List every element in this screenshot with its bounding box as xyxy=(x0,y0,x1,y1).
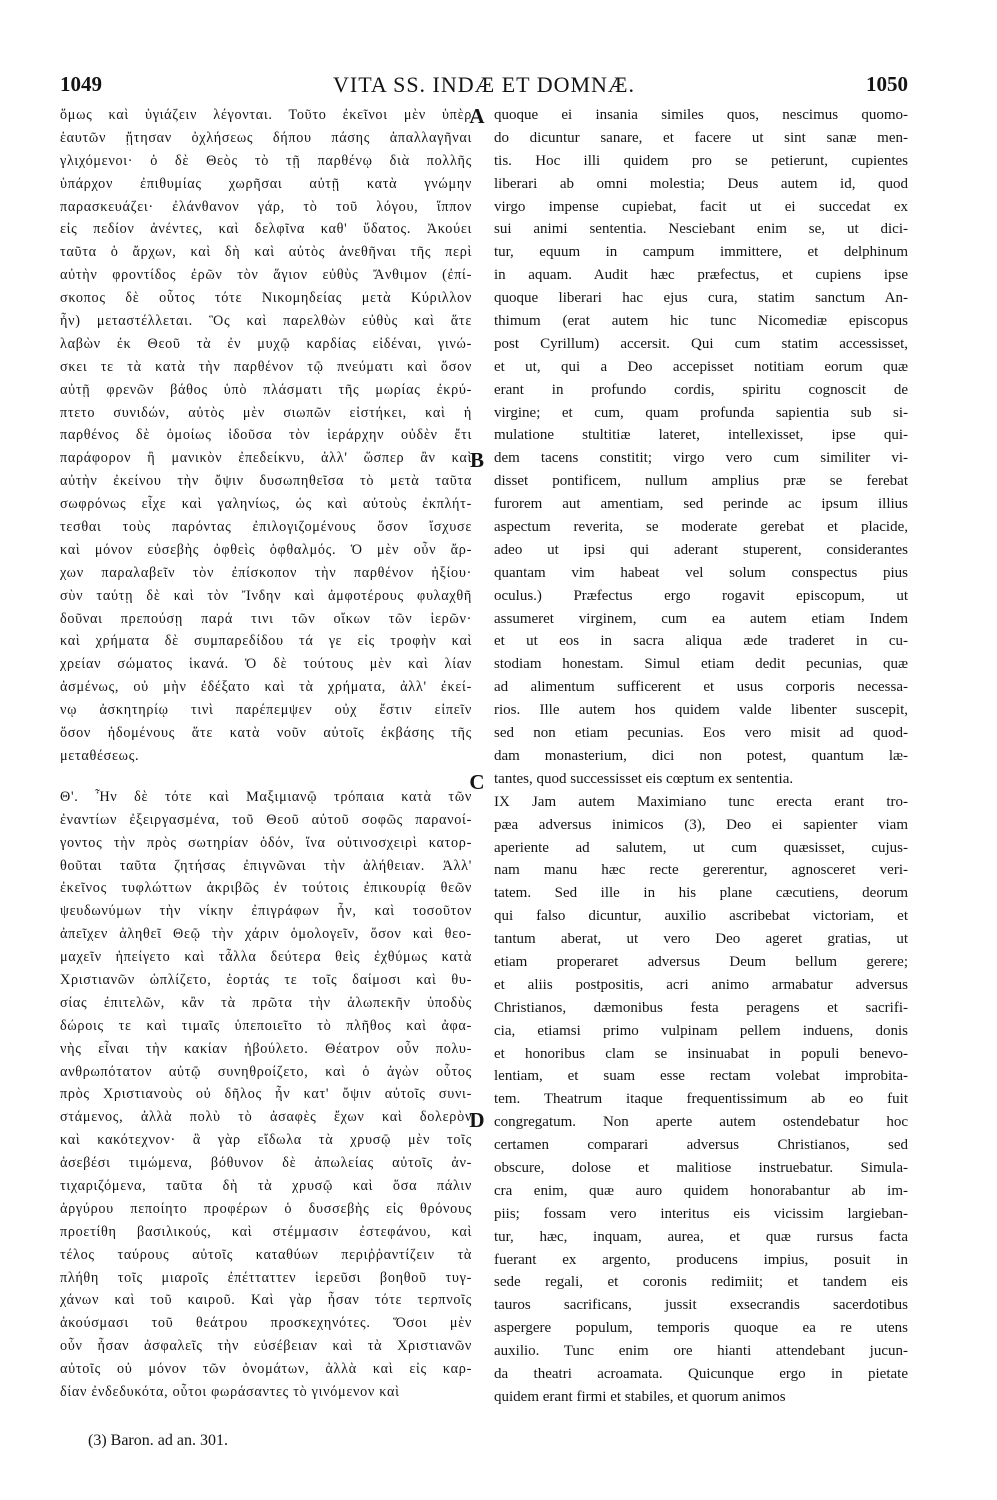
text-line: congregatum. Non aperte autem ostendebatur hoc xyxy=(494,1114,908,1131)
margin-marker-c: C xyxy=(469,770,485,794)
margin-marker-d: D xyxy=(469,1108,485,1132)
text-line: ἀσεβέσι τιμώμενα, βόθυνον δὲ ἀπωλείας αὐτοῖς ἀν- xyxy=(60,1155,472,1172)
text-line: assumeret virginem, cum ea autem etiam Indem xyxy=(494,610,908,627)
text-line: piis; fossam vero interitus eis vicissim largieban- xyxy=(494,1205,908,1222)
text-line: Χριστιανῶν ὡπλίζετο, ἑορτάς τε τοῖς δαίμοσι καὶ θυ- xyxy=(60,971,472,988)
text-line: ταῦτα ὁ ἄρχων, καὶ δὴ καὶ αὐτὸς ἀνεθῆναι τῆς περὶ xyxy=(60,244,472,261)
text-line: χρείαν σώματος ἱκανά. Ὁ δὲ τούτους μὲν καὶ λίαν xyxy=(60,656,472,673)
text-line: θοῦται ταῦτα ζητήσας ἐπιγνῶναι τὴν ἀλήθειαν. Ἀλλ' xyxy=(60,857,472,874)
text-line: dam monasterium, dici non potest, quantum læ- xyxy=(494,747,908,764)
text-line: ὅσον ἡδομένους ἅτε κατὰ νοῦν αὐτοῖς ἐκβάσης τῆς xyxy=(60,725,472,742)
text-line: et aliis postpositis, acri animo armabatur adversus xyxy=(494,976,908,993)
text-line: ἀσμένως, οὐ μὴν ἐδέξατο καὶ τὰ χρήματα, ἀλλ' ἐκεί- xyxy=(60,679,472,696)
text-line: stodiam honestam. Simul etiam dedit pecunias, quæ xyxy=(494,656,908,673)
text-line: tantes, quod successisset eis cœptum ex sententia. xyxy=(494,770,794,787)
text-line: καὶ κακότεχνον· ἃ γὰρ εἴδωλα τὰ χρυσῷ μὲν τοῖς xyxy=(60,1132,472,1149)
text-line: dem tacens constitit; virgo vero cum similiter vi- xyxy=(494,450,908,467)
text-line: ψευδωνύμων τὴν νίκην ἐπιγράφων ἦν, καὶ τοσοῦτον xyxy=(60,903,472,920)
text-line: καὶ χρήματα δὲ συμπαρεδίδου τά γε εἰς τροφὴν καὶ xyxy=(60,633,472,650)
text-line: τεσθαι τοὺς παρόντας ἐπιλογιζομένους ὅσον ἴσχυσε xyxy=(60,519,472,536)
text-line: δίαν ἐνδεδυκότα, οὗτοι φωράσαντες τὸ γινόμενον καὶ xyxy=(60,1383,400,1400)
paragraph-gap xyxy=(60,768,472,786)
text-line: rios. Ille autem hos quidem valde libenter suscepit, xyxy=(494,702,908,719)
text-line: disset pontificem, nullum amplius præ se ferebat xyxy=(494,473,908,490)
text-line: sed non etiam pecunias. Eos vero misit ad quod- xyxy=(494,725,908,742)
text-line: da theatri acroamata. Quicunque ergo in pietate xyxy=(494,1365,908,1382)
text-line: ἀπεῖχεν ἀληθεῖ Θεῷ τὴν χάριν ὁμολογεῖν, ὅσον καὶ θεο- xyxy=(60,926,472,943)
text-line: νῳ ἀσκητηρίῳ τινὶ παρέπεμψεν οὐχ ἔστιν εἰπεῖν xyxy=(60,702,472,719)
text-line: οὖν ἦσαν ἀσφαλεῖς τὴν εὐσέβειαν καὶ τὰ Χριστιανῶν xyxy=(60,1338,472,1355)
text-line: virgo impense cupiebat, facit ut ei succedat ex xyxy=(494,198,908,215)
text-line: μαχεῖν ἡπείγετο καὶ τἆλλα δεύτερα θεὶς ἐχθύμως κατὰ xyxy=(60,949,472,966)
text-line: cia, etiamsi primo vulpinam pellem induens, donis xyxy=(494,1022,908,1039)
text-line: IX Jam autem Maximiano tunc erecta erant tro- xyxy=(494,793,908,810)
text-line: mulatione stultitiæ lateret, intellexisset, ipse qui- xyxy=(494,427,908,444)
text-line: lentiam, et suam esse rectam volebat improbita- xyxy=(494,1068,908,1085)
text-line: virgine; et cum, quam profunda sapientia sub si- xyxy=(494,404,908,421)
text-line: et ut eos in sacra aliqua æde traderet in cu- xyxy=(494,633,908,650)
text-line: παρθένος δὲ ὁμοίως ἰδοῦσα τὸν ἱεράρχην οὐδὲν ἔτι xyxy=(60,427,472,444)
text-line: sui animi sententia. Nesciebant enim se, ut dici- xyxy=(494,221,908,238)
text-line: ἐναντίων ἐξειργασμένα, τοῦ Θεοῦ αὐτοῦ σοφῶς παρανοί- xyxy=(60,811,472,828)
latin-column xyxy=(494,104,908,1409)
text-line: σωφρόνως εἶχε καὶ γαληνίως, ὡς καὶ αὐτοὺς ἐκπλήτ- xyxy=(60,496,472,513)
margin-marker-b: B xyxy=(469,448,484,472)
text-line: obscure, dolose et malitiose instruebatur. Simula- xyxy=(494,1159,908,1176)
text-line: Christianos, dæmonibus festa peragens et sacrifi- xyxy=(494,999,908,1016)
text-line: γλιχόμενοι· ὁ δὲ Θεὸς τὸ τῇ παρθένῳ διὰ πολλῆς xyxy=(60,152,472,169)
text-line: παρασκευάζει· ἐλάνθανον γάρ, τὸ τοῦ λόγου, ἵππον xyxy=(60,198,472,215)
text-line: auxilio. Tunc enim ore hianti attendebant jucun- xyxy=(494,1343,908,1360)
text-line: προετίθη βασιλικούς, καὶ στέμμασιν ἐστεφάνου, καὶ xyxy=(60,1223,472,1240)
text-line: oculus.) Præfectus ergo rogavit episcopum, ut xyxy=(494,587,908,604)
text-line: et ut, qui a Deo accepisset notitiam eorum quæ xyxy=(494,358,908,375)
text-line: ἀκούσμασι τοῦ θεάτρου προσκεχηνότες. Ὅσοι μὲν xyxy=(60,1315,472,1332)
text-line: ad alimentum sufficerent et usus corporis necessa- xyxy=(494,679,908,696)
text-line: καὶ μόνον εὐσεβὴς ὀφθεὶς ὀφθαλμός. Ὁ μὲν οὖν ἄρ- xyxy=(60,541,472,558)
text-line: αὐτῇ φρενῶν βάθος ὑπὸ πλάσματι τῆς μωρίας ἐκρύ- xyxy=(60,381,472,398)
text-line: quoque liberari hac ejus cura, statim sanctum An- xyxy=(494,290,908,307)
text-line: pæa adversus inimicos (3), Deo ei sapienter viam xyxy=(494,816,908,833)
text-line: ανθρωπότατον αὐτῷ συνηθροίζετο, καὶ ὁ ἀγὼν οὗτος xyxy=(60,1063,472,1080)
text-line: ἦν) μεταστέλλεται. Ὃς καὶ παρελθὼν εὐθὺς καὶ ἅτε xyxy=(60,313,472,330)
text-line: tantum aberat, ut vero Deo ageret gratias, ut xyxy=(494,931,908,948)
text-line: δοῦναι πρεπούσῃ παρά τινι τῶν οἴκων τῶν ἱερῶν· xyxy=(60,610,472,627)
page-number-left: 1049 xyxy=(60,72,102,96)
margin-marker-a: A xyxy=(469,104,485,128)
text-line: etiam properaret adversus Deum bellum gerere; xyxy=(494,953,908,970)
text-line: λαβὼν ἐκ Θεοῦ τὰ ἐν μυχῷ καρδίας εἰδέναι, γινώ- xyxy=(60,335,472,352)
text-line: aspergere populum, temporis quoque ea re utens xyxy=(494,1320,908,1337)
text-line: nam manu hæc recte gererentur, agnosceret veri- xyxy=(494,862,908,879)
text-line: χάνων καὶ τοῦ καιροῦ. Καὶ γὰρ ἦσαν τότε τερπνοῖς xyxy=(60,1292,472,1309)
text-line: aspectum reverita, se moderate gerebat et placide, xyxy=(494,519,908,536)
text-line: tem. Theatrum itaque frequentissimum ab eo fuit xyxy=(494,1091,908,1108)
text-line: τιχαριζόμενα, ταῦτα δὴ τὰ χρυσῷ καὶ ὅσα πάλιν xyxy=(60,1177,472,1194)
text-line: πρὸς Χριστιανοὺς οὐ δῆλος ἦν κατ' ὄψιν αὐτοῖς συνι- xyxy=(60,1086,472,1103)
text-line: thimum (erat autem hic tunc Nicomediæ episcopus xyxy=(494,313,908,330)
text-line: aperiente ad salutem, ut cum quæsisset, cujus- xyxy=(494,839,908,856)
text-line: χων παραλαβεῖν τὸν ἐπίσκοπον τὴν παρθένον ἠξίου· xyxy=(60,564,472,581)
text-line: ἀργύρου πεποίητο προφέρων ὁ δυσσεβὴς εἰς θρόνους xyxy=(60,1200,472,1217)
text-line: qui falso dicuntur, auxilio ascribebat victoriam, et xyxy=(494,908,908,925)
text-line: τέλος ταύρους αὐτοῖς καταθύων περιῤῥαντίζειν τὰ xyxy=(60,1246,472,1263)
text-line: tis. Hoc illi quidem pro se petierunt, cupientes xyxy=(494,152,908,169)
text-line: quoque ei insania similes quos, nescimus quomo- xyxy=(494,107,908,123)
text-line: quidem erant firmi et stabiles, et quorum animos xyxy=(494,1388,786,1405)
text-line: ἐκεῖνος τυφλώττων ἀκριβῶς ἐν τούτοις ἐπικουρίᾳ θεῶν xyxy=(60,880,472,897)
text-line: furorem aut amentiam, sed perinde ac ipsum illius xyxy=(494,496,908,513)
text-line: πλήθη τοῖς μιαροῖς ἐπέτταττεν ἱερεῦσι βοηθοῦ τυγ- xyxy=(60,1269,472,1286)
text-line: πτετο συνιδών, αὐτὸς μὲν σιωπῶν εἱστήκει, καὶ ἡ xyxy=(60,404,472,421)
text-line: σὺν ταύτῃ δὲ καὶ τὸν Ἴνδην καὶ ἀμφοτέρους φυλαχθῆ xyxy=(60,587,472,604)
text-line: σκει τε τὰ κατὰ τὴν παρθένον τῷ πνεύματι καὶ ὅσον xyxy=(60,358,472,375)
page-number-right: 1050 xyxy=(866,72,908,96)
text-line: ἑαυτῶν ᾔτησαν ὀχλήσεως δήπου πάσης ἀπαλλαγῆναι xyxy=(60,129,472,146)
text-line: γοντος τὴν πρὸς σωτηρίαν ὁδόν, ἵνα οὑτινοσχειρὶ κατορ- xyxy=(60,834,472,851)
text-line: εἰς πεδίον ἀνέντες, καὶ δελφῖνα καθ' ὕδατος. Ἀκούει xyxy=(60,221,472,238)
text-line: σκοπος δὲ οὗτος τότε Νικομηδείας μετὰ Κύριλλον xyxy=(60,290,472,307)
text-line: αὐτὴν φροντίδος ἐρῶν τὸν ἅγιον εὐθὺς Ἄνθιμον (ἐπί- xyxy=(60,267,472,284)
text-line: Θ'. Ἦν δὲ τότε καὶ Μαξιμιανῷ τρόπαια κατὰ τῶν xyxy=(60,788,472,805)
footnote: (3) Baron. ad an. 301. xyxy=(88,1432,228,1449)
text-line: αὐτοῖς οὐ μόνον τῶν ὀνομάτων, ἀλλὰ καὶ εἰς καρ- xyxy=(60,1361,472,1378)
text-line: tur, equum in campum immittere, et delphinum xyxy=(494,244,908,261)
text-line: in aquam. Audit hæc præfectus, et cupiens ipse xyxy=(494,267,908,284)
running-title: VITA SS. INDÆ ET DOMNÆ. xyxy=(333,72,635,97)
text-line: do dicuntur sanare, et facere ut sint sanæ men- xyxy=(494,129,908,146)
text-line: tatem. Sed ille in his plane cæcutiens, deorum xyxy=(494,885,908,902)
text-line: sede regali, et coronis redimiit; et tandem eis xyxy=(494,1274,908,1291)
running-header xyxy=(60,72,908,102)
text-line: ὅμως καὶ ὑγιάζειν λέγονται. Τοῦτο ἐκεῖνοι μὲν ὑπὲρ xyxy=(60,107,472,123)
text-line: cra enim, quæ auro quidem honorabantur ab im- xyxy=(494,1182,908,1199)
text-line: παράφορον ἢ μανικὸν ἐπεδείκνυ, ἀλλ' ὥσπερ ἂν καὶ xyxy=(60,450,472,467)
text-line: tur, hæc, inquam, aurea, et quæ rursus facta xyxy=(494,1228,908,1245)
text-line: ὑπάρχον ἐπιθυμίας χωρῆσαι αὐτῇ κατὰ γνώμην xyxy=(60,175,472,192)
text-line: tauros sacrificans, jussit exsecrandis sacerdotibus xyxy=(494,1297,908,1314)
text-line: σίας ἐπιτελῶν, κἂν τὰ πρῶτα τὴν ἀλωπεκῆν ὑποδὺς xyxy=(60,994,472,1011)
text-line: fuerant ex argento, producens impius, posuit in xyxy=(494,1251,908,1268)
text-line: στάμενος, ἀλλὰ πολὺ τὸ ἀσαφὲς ἔχων καὶ δολερὸν xyxy=(60,1109,472,1126)
text-line: liberari ab omni molestia; Deus autem id, quod xyxy=(494,175,908,192)
text-line: δώροις τε καὶ τιμαῖς ὑπεποιεῖτο τὸ πλῆθος καὶ ἀφα- xyxy=(60,1017,472,1034)
text-line: quantam vim habeat vel solum conspectus pius xyxy=(494,564,908,581)
text-line: et honoribus clam se insinuabat in populi benevo- xyxy=(494,1045,908,1062)
text-line: post Cyrillum) accersit. Qui cum statim accessisset, xyxy=(494,335,908,352)
text-line: μεταθέσεως. xyxy=(60,747,140,764)
greek-column xyxy=(60,104,472,1404)
text-line: αὐτὴν ἐκείνου τὴν ὄψιν δυσωπηθεῖσα τὸ μετὰ ταῦτα xyxy=(60,473,472,490)
text-line: erant in profundo cordis, spiritu cognoscit de xyxy=(494,381,908,398)
text-line: adeo ut ipsi qui aderant stuperent, considerantes xyxy=(494,541,908,558)
text-line: certamen comparari adversus Christianos, sed xyxy=(494,1137,908,1154)
text-line: νὴς εἶναι τὴν κακίαν ἠβούλετο. Θέατρον οὖν πολυ- xyxy=(60,1040,472,1057)
